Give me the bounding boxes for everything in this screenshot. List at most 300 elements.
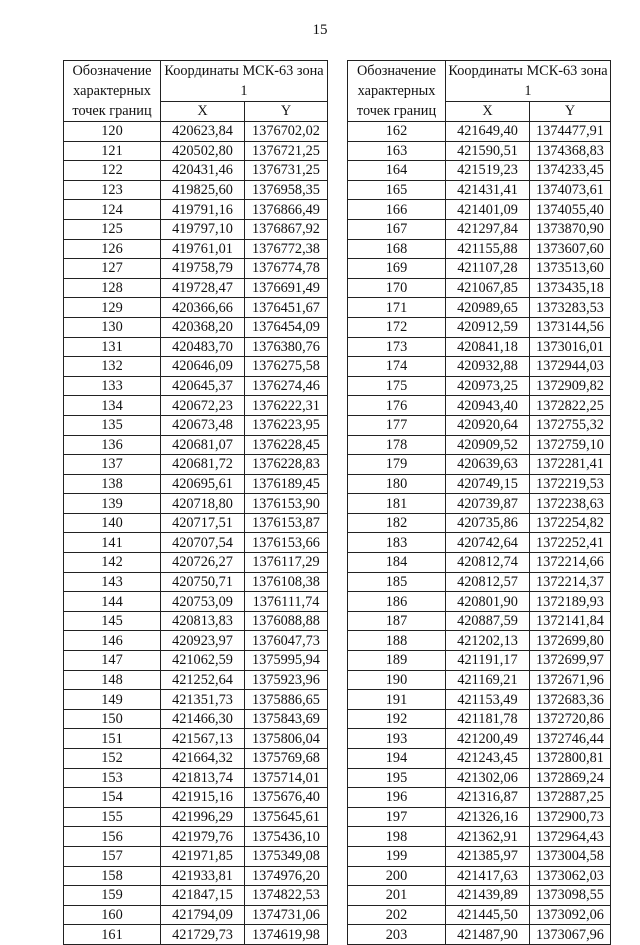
table-row <box>64 278 328 298</box>
point-number-cell: 132 <box>64 357 161 377</box>
point-number-cell: 171 <box>348 298 446 318</box>
x-coordinate-cell: 421794,09 <box>161 905 245 925</box>
y-coordinate-cell: 1372281,41 <box>530 455 611 475</box>
y-coordinate-cell: 1375769,68 <box>245 749 328 769</box>
table-row <box>64 200 328 220</box>
y-coordinate-cell: 1373016,01 <box>530 337 611 357</box>
point-label-header: Обозначение характерных точек границ <box>64 61 161 122</box>
table-row <box>64 611 328 631</box>
y-coordinate-cell: 1374477,91 <box>530 122 611 142</box>
x-coordinate-cell: 420681,72 <box>161 455 245 475</box>
point-number-cell: 120 <box>64 122 161 142</box>
x-column-header: X <box>446 102 530 122</box>
table-row <box>348 239 611 259</box>
point-number-cell: 180 <box>348 474 446 494</box>
y-coordinate-cell: 1375676,40 <box>245 788 328 808</box>
x-coordinate-cell: 421567,13 <box>161 729 245 749</box>
table-row <box>348 533 611 553</box>
table-row <box>348 161 611 181</box>
table-row <box>348 768 611 788</box>
y-coordinate-cell: 1374619,98 <box>245 925 328 945</box>
table-row <box>64 533 328 553</box>
point-number-cell: 179 <box>348 455 446 475</box>
x-coordinate-cell: 420645,37 <box>161 376 245 396</box>
y-coordinate-cell: 1372189,93 <box>530 592 611 612</box>
x-coordinate-cell: 421351,73 <box>161 690 245 710</box>
x-coordinate-cell: 420742,64 <box>446 533 530 553</box>
y-coordinate-cell: 1372759,10 <box>530 435 611 455</box>
x-coordinate-cell: 421362,91 <box>446 827 530 847</box>
table-row <box>348 572 611 592</box>
y-coordinate-cell: 1376088,88 <box>245 611 328 631</box>
y-coordinate-cell: 1375436,10 <box>245 827 328 847</box>
y-coordinate-cell: 1376731,25 <box>245 161 328 181</box>
table-row <box>348 317 611 337</box>
point-number-cell: 130 <box>64 317 161 337</box>
x-coordinate-cell: 420749,15 <box>446 474 530 494</box>
table-row <box>64 415 328 435</box>
y-coordinate-cell: 1376702,02 <box>245 122 328 142</box>
y-coordinate-cell: 1376867,92 <box>245 219 328 239</box>
point-number-cell: 126 <box>64 239 161 259</box>
point-number-cell: 146 <box>64 631 161 651</box>
table-row <box>348 357 611 377</box>
y-coordinate-cell: 1372671,96 <box>530 670 611 690</box>
x-coordinate-cell: 419728,47 <box>161 278 245 298</box>
y-coordinate-cell: 1372254,82 <box>530 513 611 533</box>
x-column-header: X <box>161 102 245 122</box>
coordinates-header: Координаты МСК-63 зона 1 <box>446 61 611 102</box>
table-row <box>64 141 328 161</box>
x-coordinate-cell: 421971,85 <box>161 846 245 866</box>
point-number-cell: 124 <box>64 200 161 220</box>
table-row <box>64 180 328 200</box>
x-coordinate-cell: 421067,85 <box>446 278 530 298</box>
table-row <box>64 631 328 651</box>
y-coordinate-cell: 1376189,45 <box>245 474 328 494</box>
x-coordinate-cell: 421302,06 <box>446 768 530 788</box>
x-coordinate-cell: 420989,65 <box>446 298 530 318</box>
y-coordinate-cell: 1375645,61 <box>245 807 328 827</box>
table-row <box>348 435 611 455</box>
table-row <box>64 219 328 239</box>
x-coordinate-cell: 420368,20 <box>161 317 245 337</box>
point-number-cell: 135 <box>64 415 161 435</box>
point-number-cell: 198 <box>348 827 446 847</box>
point-number-cell: 199 <box>348 846 446 866</box>
y-coordinate-cell: 1372822,25 <box>530 396 611 416</box>
point-number-cell: 192 <box>348 709 446 729</box>
point-number-cell: 172 <box>348 317 446 337</box>
table-row <box>64 494 328 514</box>
y-coordinate-cell: 1373607,60 <box>530 239 611 259</box>
y-coordinate-cell: 1373062,03 <box>530 866 611 886</box>
y-coordinate-cell: 1373283,53 <box>530 298 611 318</box>
x-coordinate-cell: 421169,21 <box>446 670 530 690</box>
y-coordinate-cell: 1373435,18 <box>530 278 611 298</box>
table-row <box>348 651 611 671</box>
table-row <box>348 631 611 651</box>
point-number-cell: 147 <box>64 651 161 671</box>
x-coordinate-cell: 420923,97 <box>161 631 245 651</box>
y-coordinate-cell: 1376380,76 <box>245 337 328 357</box>
x-coordinate-cell: 421729,73 <box>161 925 245 945</box>
point-number-cell: 186 <box>348 592 446 612</box>
table-row <box>348 474 611 494</box>
y-coordinate-cell: 1373513,60 <box>530 259 611 279</box>
y-coordinate-cell: 1372909,82 <box>530 376 611 396</box>
x-coordinate-cell: 419797,10 <box>161 219 245 239</box>
table-row <box>348 886 611 906</box>
y-coordinate-cell: 1372214,66 <box>530 553 611 573</box>
y-coordinate-cell: 1372699,80 <box>530 631 611 651</box>
point-number-cell: 127 <box>64 259 161 279</box>
x-coordinate-cell: 421252,64 <box>161 670 245 690</box>
table-row <box>348 925 611 945</box>
point-number-cell: 148 <box>64 670 161 690</box>
y-coordinate-cell: 1376451,67 <box>245 298 328 318</box>
x-coordinate-cell: 421181,78 <box>446 709 530 729</box>
x-coordinate-cell: 421243,45 <box>446 749 530 769</box>
x-coordinate-cell: 421202,13 <box>446 631 530 651</box>
x-coordinate-cell: 420932,88 <box>446 357 530 377</box>
table-row <box>348 122 611 142</box>
table-row <box>348 827 611 847</box>
table-row <box>348 513 611 533</box>
y-coordinate-cell: 1372869,24 <box>530 768 611 788</box>
y-coordinate-cell: 1376274,46 <box>245 376 328 396</box>
table-row <box>64 455 328 475</box>
x-coordinate-cell: 421431,41 <box>446 180 530 200</box>
y-coordinate-cell: 1373092,06 <box>530 905 611 925</box>
point-label-header: Обозначение характерных точек границ <box>348 61 446 122</box>
y-coordinate-cell: 1376866,49 <box>245 200 328 220</box>
point-number-cell: 122 <box>64 161 161 181</box>
table-row <box>348 396 611 416</box>
y-coordinate-cell: 1373144,56 <box>530 317 611 337</box>
point-number-cell: 173 <box>348 337 446 357</box>
x-coordinate-cell: 420841,18 <box>446 337 530 357</box>
x-coordinate-cell: 420812,57 <box>446 572 530 592</box>
point-number-cell: 181 <box>348 494 446 514</box>
point-number-cell: 196 <box>348 788 446 808</box>
point-number-cell: 197 <box>348 807 446 827</box>
table-row <box>64 651 328 671</box>
point-number-cell: 188 <box>348 631 446 651</box>
point-number-cell: 187 <box>348 611 446 631</box>
y-coordinate-cell: 1374976,20 <box>245 866 328 886</box>
y-coordinate-cell: 1376223,95 <box>245 415 328 435</box>
table-row <box>64 846 328 866</box>
x-coordinate-cell: 420431,46 <box>161 161 245 181</box>
point-number-cell: 175 <box>348 376 446 396</box>
table-row <box>348 376 611 396</box>
table-row <box>348 709 611 729</box>
y-coordinate-cell: 1376108,38 <box>245 572 328 592</box>
page-number: 15 <box>312 22 328 38</box>
x-coordinate-cell: 421590,51 <box>446 141 530 161</box>
x-coordinate-cell: 420672,23 <box>161 396 245 416</box>
table-row <box>348 749 611 769</box>
table-row <box>64 396 328 416</box>
table-row <box>64 925 328 945</box>
y-coordinate-cell: 1372755,32 <box>530 415 611 435</box>
point-number-cell: 157 <box>64 846 161 866</box>
point-number-cell: 163 <box>348 141 446 161</box>
x-coordinate-cell: 421153,49 <box>446 690 530 710</box>
y-coordinate-cell: 1376454,09 <box>245 317 328 337</box>
table-row <box>348 219 611 239</box>
point-number-cell: 128 <box>64 278 161 298</box>
table-row <box>348 846 611 866</box>
x-coordinate-cell: 421813,74 <box>161 768 245 788</box>
table-row <box>348 337 611 357</box>
table-row <box>64 435 328 455</box>
point-number-cell: 123 <box>64 180 161 200</box>
point-number-cell: 158 <box>64 866 161 886</box>
point-number-cell: 166 <box>348 200 446 220</box>
table-body-right <box>348 122 611 945</box>
y-coordinate-cell: 1372699,97 <box>530 651 611 671</box>
table-body-left <box>64 122 328 945</box>
point-number-cell: 136 <box>64 435 161 455</box>
x-coordinate-cell: 420366,66 <box>161 298 245 318</box>
point-number-cell: 189 <box>348 651 446 671</box>
point-number-cell: 121 <box>64 141 161 161</box>
x-coordinate-cell: 421417,63 <box>446 866 530 886</box>
x-coordinate-cell: 420887,59 <box>446 611 530 631</box>
point-number-cell: 145 <box>64 611 161 631</box>
y-coordinate-cell: 1372683,36 <box>530 690 611 710</box>
x-coordinate-cell: 421979,76 <box>161 827 245 847</box>
y-coordinate-cell: 1376153,87 <box>245 513 328 533</box>
x-coordinate-cell: 420973,25 <box>446 376 530 396</box>
table-row <box>64 827 328 847</box>
point-number-cell: 170 <box>348 278 446 298</box>
x-coordinate-cell: 420726,27 <box>161 553 245 573</box>
table-row <box>64 337 328 357</box>
table-row <box>64 768 328 788</box>
y-coordinate-cell: 1373098,55 <box>530 886 611 906</box>
x-coordinate-cell: 421439,89 <box>446 886 530 906</box>
y-coordinate-cell: 1376111,74 <box>245 592 328 612</box>
y-coordinate-cell: 1373004,58 <box>530 846 611 866</box>
x-coordinate-cell: 421062,59 <box>161 651 245 671</box>
y-coordinate-cell: 1372887,25 <box>530 788 611 808</box>
x-coordinate-cell: 420801,90 <box>446 592 530 612</box>
point-number-cell: 137 <box>64 455 161 475</box>
x-coordinate-cell: 420646,09 <box>161 357 245 377</box>
y-coordinate-cell: 1374822,53 <box>245 886 328 906</box>
y-coordinate-cell: 1373067,96 <box>530 925 611 945</box>
y-coordinate-cell: 1374055,40 <box>530 200 611 220</box>
x-coordinate-cell: 420695,61 <box>161 474 245 494</box>
x-coordinate-cell: 419761,01 <box>161 239 245 259</box>
table-row <box>64 259 328 279</box>
y-coordinate-cell: 1376774,78 <box>245 259 328 279</box>
point-number-cell: 155 <box>64 807 161 827</box>
y-coordinate-cell: 1375349,08 <box>245 846 328 866</box>
table-row <box>64 122 328 142</box>
point-number-cell: 168 <box>348 239 446 259</box>
y-coordinate-cell: 1373870,90 <box>530 219 611 239</box>
y-coordinate-cell: 1376275,58 <box>245 357 328 377</box>
y-coordinate-cell: 1372964,43 <box>530 827 611 847</box>
table-row <box>348 494 611 514</box>
point-number-cell: 134 <box>64 396 161 416</box>
coordinates-table-right <box>347 60 611 945</box>
point-number-cell: 160 <box>64 905 161 925</box>
table-row <box>64 298 328 318</box>
x-coordinate-cell: 420639,63 <box>446 455 530 475</box>
table-row <box>348 200 611 220</box>
point-number-cell: 177 <box>348 415 446 435</box>
point-number-cell: 185 <box>348 572 446 592</box>
point-number-cell: 156 <box>64 827 161 847</box>
y-coordinate-cell: 1372746,44 <box>530 729 611 749</box>
x-coordinate-cell: 420812,74 <box>446 553 530 573</box>
point-number-cell: 133 <box>64 376 161 396</box>
table-row <box>348 866 611 886</box>
x-coordinate-cell: 420483,70 <box>161 337 245 357</box>
table-row <box>348 690 611 710</box>
table-row <box>64 592 328 612</box>
y-coordinate-cell: 1376228,45 <box>245 435 328 455</box>
point-number-cell: 193 <box>348 729 446 749</box>
y-coordinate-cell: 1374233,45 <box>530 161 611 181</box>
point-number-cell: 149 <box>64 690 161 710</box>
x-coordinate-cell: 421466,30 <box>161 709 245 729</box>
x-coordinate-cell: 420717,51 <box>161 513 245 533</box>
x-coordinate-cell: 420739,87 <box>446 494 530 514</box>
point-number-cell: 143 <box>64 572 161 592</box>
y-coordinate-cell: 1376153,66 <box>245 533 328 553</box>
y-coordinate-cell: 1376117,29 <box>245 553 328 573</box>
y-coordinate-cell: 1376958,35 <box>245 180 328 200</box>
point-number-cell: 150 <box>64 709 161 729</box>
y-coordinate-cell: 1375886,65 <box>245 690 328 710</box>
table-row <box>348 141 611 161</box>
point-number-cell: 176 <box>348 396 446 416</box>
x-coordinate-cell: 421649,40 <box>446 122 530 142</box>
point-number-cell: 142 <box>64 553 161 573</box>
y-coordinate-cell: 1376047,73 <box>245 631 328 651</box>
table-row <box>348 905 611 925</box>
point-number-cell: 182 <box>348 513 446 533</box>
table-row <box>64 239 328 259</box>
y-coordinate-cell: 1372252,41 <box>530 533 611 553</box>
x-coordinate-cell: 421191,17 <box>446 651 530 671</box>
x-coordinate-cell: 420681,07 <box>161 435 245 455</box>
x-coordinate-cell: 421200,49 <box>446 729 530 749</box>
x-coordinate-cell: 421915,16 <box>161 788 245 808</box>
y-coordinate-cell: 1376222,31 <box>245 396 328 416</box>
y-coordinate-cell: 1376228,83 <box>245 455 328 475</box>
table-row <box>64 317 328 337</box>
point-number-cell: 129 <box>64 298 161 318</box>
point-number-cell: 190 <box>348 670 446 690</box>
table-row <box>348 298 611 318</box>
point-number-cell: 164 <box>348 161 446 181</box>
x-coordinate-cell: 421401,09 <box>446 200 530 220</box>
x-coordinate-cell: 421297,84 <box>446 219 530 239</box>
table-row <box>348 553 611 573</box>
x-coordinate-cell: 421107,28 <box>446 259 530 279</box>
table-row <box>64 376 328 396</box>
point-number-cell: 159 <box>64 886 161 906</box>
point-number-cell: 151 <box>64 729 161 749</box>
table-row <box>64 357 328 377</box>
table-row <box>348 180 611 200</box>
y-coordinate-cell: 1372141,84 <box>530 611 611 631</box>
x-coordinate-cell: 420502,80 <box>161 141 245 161</box>
table-row <box>348 259 611 279</box>
y-coordinate-cell: 1375806,04 <box>245 729 328 749</box>
x-coordinate-cell: 420813,83 <box>161 611 245 631</box>
table-row <box>348 455 611 475</box>
table-row <box>348 670 611 690</box>
x-coordinate-cell: 420718,80 <box>161 494 245 514</box>
y-coordinate-cell: 1375714,01 <box>245 768 328 788</box>
x-coordinate-cell: 421996,29 <box>161 807 245 827</box>
x-coordinate-cell: 421155,88 <box>446 239 530 259</box>
y-coordinate-cell: 1374731,06 <box>245 905 328 925</box>
table-row <box>64 807 328 827</box>
table-row <box>64 866 328 886</box>
table-row <box>64 161 328 181</box>
coordinates-header: Координаты МСК-63 зона 1 <box>161 61 328 102</box>
y-coordinate-cell: 1372720,86 <box>530 709 611 729</box>
x-coordinate-cell: 420707,54 <box>161 533 245 553</box>
point-number-cell: 138 <box>64 474 161 494</box>
table-row <box>64 886 328 906</box>
point-number-cell: 153 <box>64 768 161 788</box>
table-row <box>348 415 611 435</box>
point-number-cell: 141 <box>64 533 161 553</box>
x-coordinate-cell: 420735,86 <box>446 513 530 533</box>
point-number-cell: 195 <box>348 768 446 788</box>
x-coordinate-cell: 421847,15 <box>161 886 245 906</box>
point-number-cell: 154 <box>64 788 161 808</box>
x-coordinate-cell: 420909,52 <box>446 435 530 455</box>
point-number-cell: 144 <box>64 592 161 612</box>
y-coordinate-cell: 1372900,73 <box>530 807 611 827</box>
y-coordinate-cell: 1372944,03 <box>530 357 611 377</box>
point-number-cell: 139 <box>64 494 161 514</box>
point-number-cell: 152 <box>64 749 161 769</box>
y-coordinate-cell: 1372800,81 <box>530 749 611 769</box>
x-coordinate-cell: 420943,40 <box>446 396 530 416</box>
table-row <box>64 572 328 592</box>
table-row <box>348 729 611 749</box>
point-number-cell: 194 <box>348 749 446 769</box>
coordinates-table-left <box>63 60 328 945</box>
x-coordinate-cell: 421933,81 <box>161 866 245 886</box>
table-row <box>64 905 328 925</box>
point-number-cell: 140 <box>64 513 161 533</box>
table-row <box>348 611 611 631</box>
x-coordinate-cell: 421316,87 <box>446 788 530 808</box>
table-row <box>64 474 328 494</box>
point-number-cell: 165 <box>348 180 446 200</box>
y-coordinate-cell: 1375923,96 <box>245 670 328 690</box>
x-coordinate-cell: 421445,50 <box>446 905 530 925</box>
x-coordinate-cell: 420673,48 <box>161 415 245 435</box>
table-row <box>64 788 328 808</box>
table-row <box>64 709 328 729</box>
y-coordinate-cell: 1376772,38 <box>245 239 328 259</box>
x-coordinate-cell: 420750,71 <box>161 572 245 592</box>
